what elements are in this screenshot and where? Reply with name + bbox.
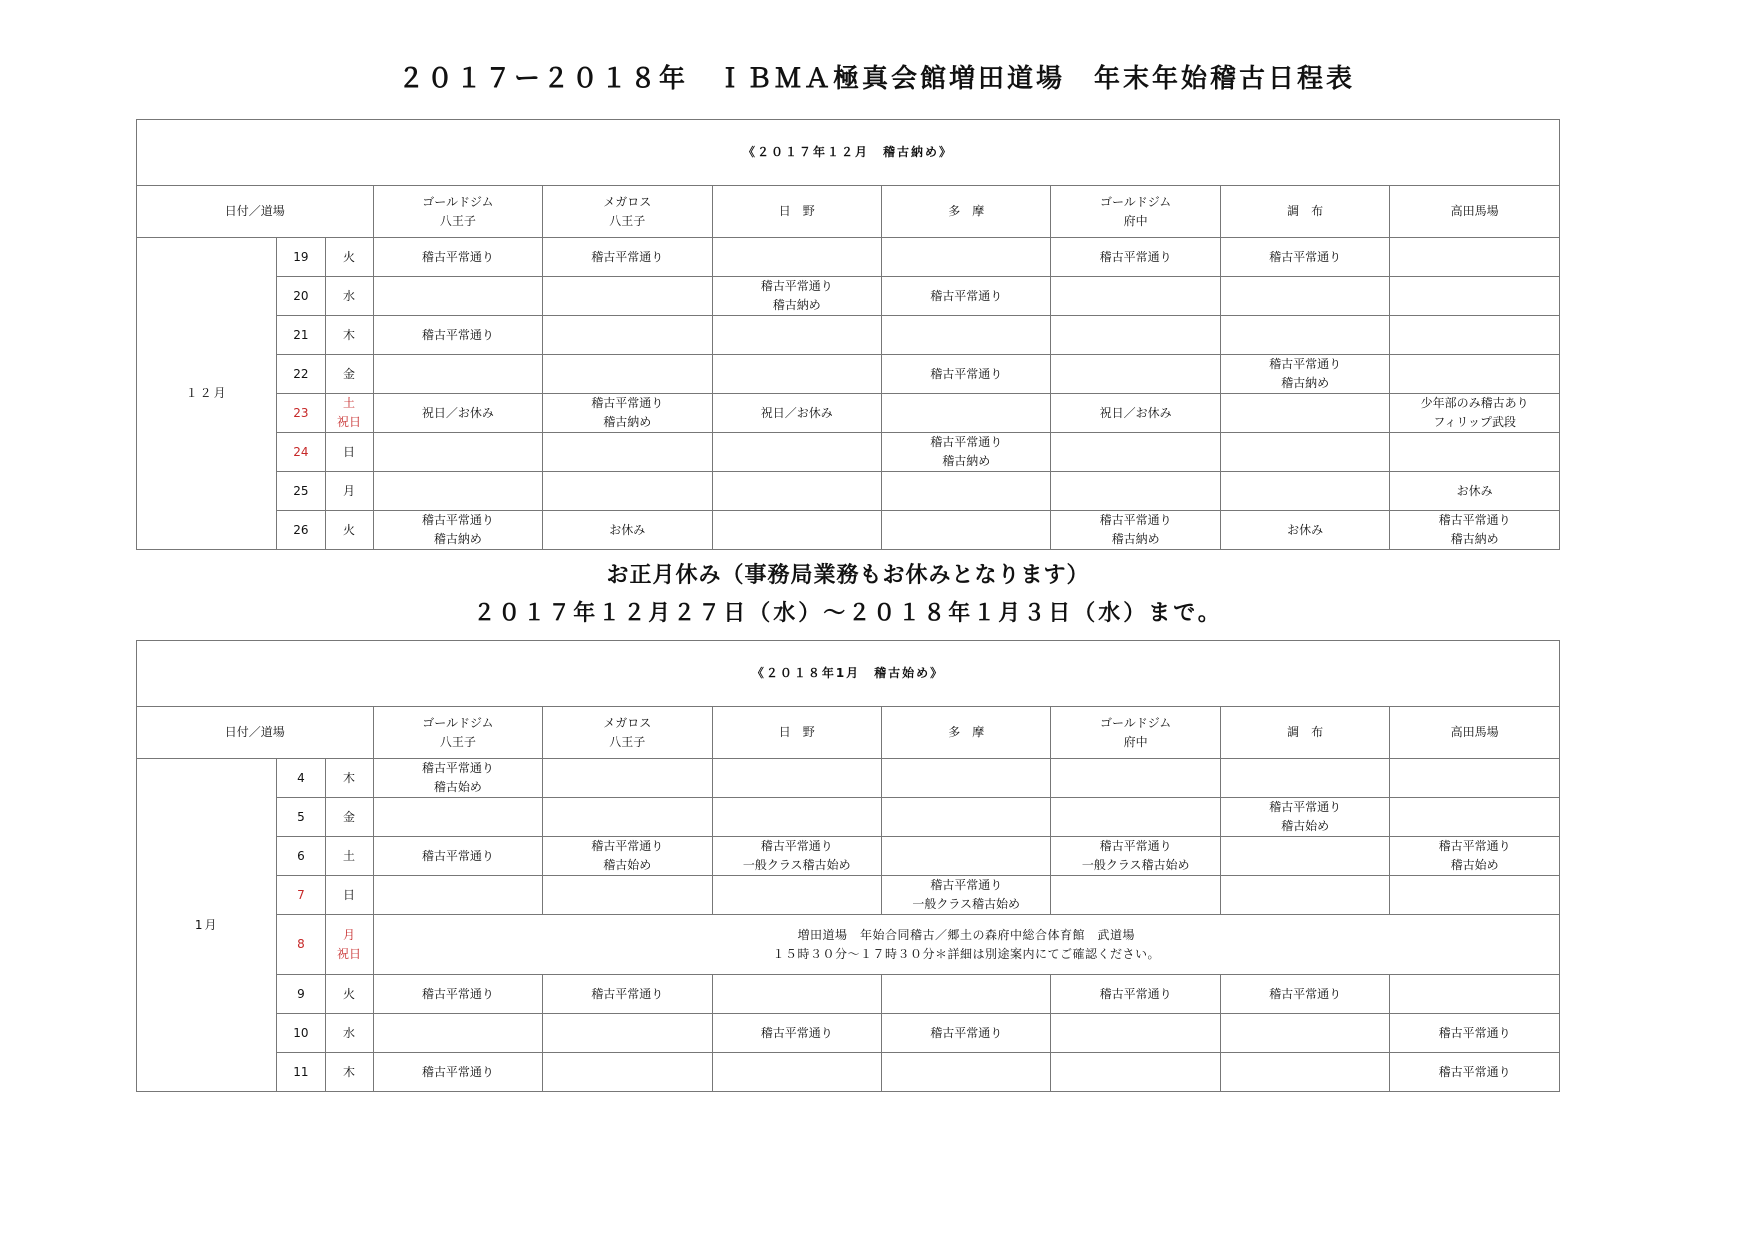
schedule-cell-line-1: お休み: [609, 522, 646, 537]
schedule-cell: [1051, 394, 1220, 433]
day-number: 11: [277, 1053, 325, 1092]
schedule-cell: [1051, 798, 1220, 837]
day-number: 22: [277, 355, 325, 394]
schedule-cell: [1390, 975, 1560, 1014]
weekday-label: 木: [343, 327, 356, 342]
weekday-label: 月: [343, 927, 356, 942]
schedule-cell: [1051, 277, 1220, 316]
schedule-cell: [373, 876, 542, 915]
schedule-cell: [373, 1053, 542, 1092]
schedule-cell-line-1: 稽古平常通り: [591, 986, 664, 1001]
schedule-row: [137, 759, 1560, 798]
day-number: 9: [277, 975, 325, 1014]
schedule-cell: [881, 759, 1050, 798]
joint-training-line-2: １５時３０分～１７時３０分＊詳細は別途案内にてご確認ください。: [772, 946, 1161, 961]
schedule-cell: [1390, 1053, 1560, 1092]
schedule-cell: [712, 316, 881, 355]
schedule-cell-line-1: 稽古平常通り: [1438, 1064, 1511, 1079]
schedule-cell-line-1: 稽古平常通り: [421, 1064, 494, 1079]
schedule-cell-line-1: 少年部のみ稽古あり: [1420, 396, 1529, 410]
date-dojo-header: 日付／道場: [137, 707, 374, 759]
schedule-cell: [881, 876, 1050, 915]
schedule-cell-line-2: 稽古納め: [433, 532, 482, 546]
schedule-cell: [1051, 759, 1220, 798]
schedule-cell-line-1: 稽古平常通り: [591, 249, 664, 264]
schedule-cell-line-1: 稽古平常通り: [421, 848, 494, 863]
section-heading: 《２０１８年1月 稽古始め》: [137, 641, 1560, 707]
schedule-row: [137, 1053, 1560, 1092]
schedule-cell-line-1: 稽古平常通り: [1438, 513, 1511, 527]
dojo-column-header: [1390, 707, 1560, 759]
schedule-cell-line-1: 稽古平常通り: [1099, 249, 1172, 264]
day-of-week: [325, 798, 373, 837]
day-of-week: [325, 837, 373, 876]
dojo-name: メガロス: [603, 194, 652, 209]
schedule-cell-line-1: 稽古平常通り: [1099, 513, 1172, 527]
weekday-label: 月: [343, 483, 356, 498]
schedule-cell: [543, 433, 712, 472]
schedule-cell: [1220, 472, 1389, 511]
schedule-cell: [543, 1053, 712, 1092]
weekday-label: 土: [343, 396, 356, 410]
schedule-row: [137, 316, 1560, 355]
schedule-cell: [881, 433, 1050, 472]
schedule-cell-line-2: 稽古納め: [603, 415, 652, 429]
schedule-cell: [1390, 798, 1560, 837]
day-number: 5: [277, 798, 325, 837]
schedule-cell-line-2: 一般クラス稽古始め: [912, 897, 1021, 911]
schedule-cell: [1220, 798, 1389, 837]
schedule-cell-line-2: 稽古始め: [603, 858, 652, 872]
schedule-row: [137, 1014, 1560, 1053]
schedule-cell: [1390, 837, 1560, 876]
schedule-cell: [1220, 1014, 1389, 1053]
dojo-name: ゴールドジム: [1100, 194, 1172, 209]
schedule-cell: [1220, 876, 1389, 915]
december-schedule-table: [136, 119, 1560, 550]
schedule-cell: [543, 759, 712, 798]
dojo-name: 高田馬場: [1450, 725, 1499, 739]
dojo-location: 八王子: [439, 213, 476, 228]
schedule-cell-line-2: 稽古始め: [1281, 819, 1330, 833]
joint-training-notice: [373, 915, 1559, 975]
holiday-label: 祝日: [337, 415, 362, 429]
day-of-week: [325, 433, 373, 472]
schedule-cell: [1051, 876, 1220, 915]
dojo-name: 高田馬場: [1450, 204, 1499, 218]
document-title: ２０１７ー２０１８年 ＩＢＭＡ極真会館増田道場 年末年始稽古日程表: [397, 64, 1355, 94]
dojo-name: ゴールドジム: [422, 194, 494, 209]
schedule-row: [137, 798, 1560, 837]
dojo-name: 多 摩: [948, 204, 985, 218]
dojo-location: 八王子: [439, 734, 476, 749]
schedule-cell: [373, 798, 542, 837]
schedule-cell: [881, 798, 1050, 837]
schedule-cell: [881, 472, 1050, 511]
schedule-cell: [1051, 316, 1220, 355]
dojo-name: メガロス: [603, 715, 652, 730]
dojo-location: 八王子: [609, 734, 646, 749]
day-number: 7: [277, 876, 325, 915]
weekday-label: 火: [343, 522, 356, 537]
schedule-cell: [373, 394, 542, 433]
schedule-cell: [1390, 759, 1560, 798]
schedule-cell: [1390, 876, 1560, 915]
schedule-cell-line-1: 稽古平常通り: [421, 327, 494, 342]
weekday-label: 水: [343, 288, 356, 303]
schedule-cell-line-1: 稽古平常通り: [1269, 986, 1342, 1001]
dojo-column-header: [1051, 707, 1220, 759]
schedule-cell: [373, 355, 542, 394]
dojo-name: ゴールドジム: [1100, 715, 1172, 730]
schedule-cell: [373, 975, 542, 1014]
schedule-cell: [1220, 511, 1389, 550]
dojo-column-header: [881, 707, 1050, 759]
schedule-cell: [712, 759, 881, 798]
schedule-cell: [712, 876, 881, 915]
schedule-cell-line-1: お休み: [1456, 483, 1493, 498]
new-year-holiday-notice: [136, 551, 1560, 639]
day-of-week: [325, 316, 373, 355]
schedule-cell: [1220, 316, 1389, 355]
day-of-week: [325, 355, 373, 394]
schedule-cell-line-1: 稽古平常通り: [591, 839, 664, 853]
schedule-cell: [712, 837, 881, 876]
schedule-row: [137, 975, 1560, 1014]
schedule-cell: [1390, 511, 1560, 550]
section-heading: 《２０１７年１２月 稽古納め》: [137, 120, 1560, 186]
dojo-column-header: [373, 186, 542, 238]
schedule-cell: [1220, 759, 1389, 798]
schedule-cell: [712, 472, 881, 511]
weekday-label: 日: [343, 887, 356, 902]
schedule-cell-line-2: 稽古納め: [772, 298, 821, 312]
schedule-cell: [1390, 1014, 1560, 1053]
schedule-cell-line-2: 稽古納め: [1281, 376, 1330, 390]
schedule-cell: [1220, 277, 1389, 316]
dojo-name: 日 野: [778, 204, 815, 218]
schedule-cell: [881, 277, 1050, 316]
schedule-cell: [712, 394, 881, 433]
dojo-column-header: [1220, 707, 1389, 759]
schedule-cell-line-1: 稽古平常通り: [930, 1025, 1003, 1040]
holiday-label: 祝日: [337, 946, 362, 961]
day-number: 26: [277, 511, 325, 550]
day-of-week: [325, 1014, 373, 1053]
dojo-location: 八王子: [609, 213, 646, 228]
day-of-week: [325, 511, 373, 550]
schedule-row: [137, 394, 1560, 433]
dojo-column-header: [881, 186, 1050, 238]
weekday-label: 水: [343, 1025, 356, 1040]
schedule-cell: [1220, 433, 1389, 472]
date-dojo-header: 日付／道場: [137, 186, 374, 238]
holiday-notice-line-1: お正月休み（事務局業務もお休みとなります）: [606, 563, 1090, 588]
schedule-cell-line-1: 稽古平常通り: [421, 513, 494, 527]
schedule-cell: [712, 1014, 881, 1053]
schedule-cell: [1390, 277, 1560, 316]
january-schedule-table: [136, 640, 1560, 1092]
dojo-name: 調 布: [1287, 725, 1324, 739]
schedule-cell-line-1: 稽古平常通り: [1099, 986, 1172, 1001]
dojo-location: 府中: [1123, 213, 1148, 228]
schedule-cell-line-2: フィリップ武段: [1433, 415, 1516, 429]
weekday-label: 火: [343, 249, 356, 264]
schedule-cell: [881, 1053, 1050, 1092]
schedule-cell: [373, 1014, 542, 1053]
day-number: 23: [277, 394, 325, 433]
weekday-label: 木: [343, 1064, 356, 1079]
schedule-cell-line-1: 祝日／お休み: [1099, 405, 1172, 420]
schedule-row: [137, 915, 1560, 975]
weekday-label: 金: [343, 366, 356, 381]
schedule-row: [137, 876, 1560, 915]
schedule-cell: [1051, 433, 1220, 472]
schedule-cell: [373, 238, 542, 277]
schedule-cell: [543, 511, 712, 550]
schedule-cell-line-1: 稽古平常通り: [1438, 1025, 1511, 1040]
schedule-cell-line-1: 稽古平常通り: [760, 839, 833, 853]
schedule-row: [137, 433, 1560, 472]
schedule-cell: [881, 1014, 1050, 1053]
schedule-cell: [543, 1014, 712, 1053]
schedule-cell-line-1: 稽古平常通り: [1438, 839, 1511, 853]
schedule-cell-line-1: お休み: [1287, 522, 1324, 537]
holiday-notice-line-2: ２０１７年１２月２７日（水）～２０１８年１月３日（水）まで。: [473, 601, 1223, 626]
schedule-cell: [373, 511, 542, 550]
schedule-cell: [881, 511, 1050, 550]
column-header-row: [137, 707, 1560, 759]
day-number: 10: [277, 1014, 325, 1053]
dojo-column-header: [1220, 186, 1389, 238]
day-number: 19: [277, 238, 325, 277]
schedule-cell: [373, 837, 542, 876]
schedule-row: [137, 511, 1560, 550]
day-number: 21: [277, 316, 325, 355]
schedule-row: [137, 472, 1560, 511]
schedule-cell: [1051, 1014, 1220, 1053]
dojo-name: 日 野: [778, 725, 815, 739]
schedule-cell-line-2: 稽古納め: [1111, 532, 1160, 546]
dojo-name: 調 布: [1287, 204, 1324, 218]
schedule-cell: [373, 759, 542, 798]
schedule-cell: [1220, 975, 1389, 1014]
schedule-cell-line-1: 稽古平常通り: [760, 1025, 833, 1040]
schedule-cell-line-1: 稽古平常通り: [930, 366, 1003, 381]
day-of-week: [325, 975, 373, 1014]
day-of-week: [325, 915, 373, 975]
weekday-label: 木: [343, 770, 356, 785]
schedule-cell: [1051, 837, 1220, 876]
schedule-cell: [1051, 355, 1220, 394]
schedule-cell: [881, 316, 1050, 355]
schedule-cell: [712, 433, 881, 472]
schedule-cell: [881, 394, 1050, 433]
schedule-cell: [373, 277, 542, 316]
schedule-cell: [1051, 238, 1220, 277]
schedule-cell: [1220, 837, 1389, 876]
schedule-cell: [543, 837, 712, 876]
schedule-cell: [543, 277, 712, 316]
schedule-cell-line-2: 一般クラス稽古始め: [1081, 858, 1190, 872]
schedule-cell: [543, 394, 712, 433]
day-of-week: [325, 1053, 373, 1092]
schedule-cell: [881, 355, 1050, 394]
day-number: 20: [277, 277, 325, 316]
weekday-label: 土: [343, 848, 356, 863]
schedule-cell: [1390, 472, 1560, 511]
weekday-label: 火: [343, 986, 356, 1001]
schedule-cell: [1220, 1053, 1389, 1092]
schedule-cell: [712, 277, 881, 316]
schedule-cell-line-1: 稽古平常通り: [1099, 839, 1172, 853]
schedule-cell-line-1: 稽古平常通り: [760, 279, 833, 293]
schedule-cell: [881, 238, 1050, 277]
dojo-column-header: [1390, 186, 1560, 238]
schedule-cell: [543, 975, 712, 1014]
day-of-week: [325, 876, 373, 915]
schedule-cell-line-1: 稽古平常通り: [421, 986, 494, 1001]
schedule-cell-line-2: 稽古納め: [942, 454, 991, 468]
schedule-cell-line-1: 稽古平常通り: [1269, 357, 1342, 371]
schedule-row: [137, 355, 1560, 394]
month-label: １２月: [137, 238, 277, 550]
column-header-row: [137, 186, 1560, 238]
dojo-location: 府中: [1123, 734, 1148, 749]
day-of-week: [325, 277, 373, 316]
schedule-cell-line-1: 祝日／お休み: [421, 405, 494, 420]
schedule-cell-line-1: 稽古平常通り: [591, 396, 664, 410]
day-number: 8: [277, 915, 325, 975]
schedule-cell: [712, 511, 881, 550]
schedule-cell-line-1: 稽古平常通り: [421, 249, 494, 264]
joint-training-line-1: 増田道場 年始合同稽古／郷土の森府中総合体育館 武道場: [797, 927, 1136, 942]
day-of-week: [325, 759, 373, 798]
schedule-cell: [1051, 511, 1220, 550]
schedule-cell: [543, 238, 712, 277]
schedule-cell: [1051, 472, 1220, 511]
schedule-cell-line-2: 稽古納め: [1450, 532, 1499, 546]
schedule-cell: [1220, 394, 1389, 433]
dojo-column-header: [373, 707, 542, 759]
schedule-row: [137, 277, 1560, 316]
dojo-column-header: [712, 707, 881, 759]
dojo-column-header: [543, 186, 712, 238]
schedule-cell: [1390, 433, 1560, 472]
schedule-cell: [373, 316, 542, 355]
schedule-cell: [1390, 316, 1560, 355]
schedule-cell: [543, 798, 712, 837]
schedule-cell: [543, 316, 712, 355]
dojo-column-header: [1051, 186, 1220, 238]
schedule-cell: [712, 975, 881, 1014]
dojo-name: ゴールドジム: [422, 715, 494, 730]
schedule-cell-line-2: 稽古始め: [433, 780, 482, 794]
day-of-week: [325, 472, 373, 511]
schedule-row: [137, 837, 1560, 876]
month-label: 1月: [137, 759, 277, 1092]
day-of-week: [325, 238, 373, 277]
schedule-cell: [543, 355, 712, 394]
weekday-label: 金: [343, 809, 356, 824]
day-number: 24: [277, 433, 325, 472]
schedule-cell: [712, 1053, 881, 1092]
schedule-cell-line-1: 稽古平常通り: [421, 761, 494, 775]
schedule-cell: [543, 876, 712, 915]
schedule-cell-line-1: 稽古平常通り: [1269, 800, 1342, 814]
schedule-cell: [712, 355, 881, 394]
schedule-cell: [1051, 975, 1220, 1014]
schedule-cell: [1390, 355, 1560, 394]
weekday-label: 日: [343, 444, 356, 459]
schedule-cell: [373, 433, 542, 472]
dojo-name: 多 摩: [948, 725, 985, 739]
schedule-cell-line-1: 稽古平常通り: [930, 878, 1003, 892]
schedule-cell: [712, 798, 881, 837]
schedule-cell-line-2: 一般クラス稽古始め: [742, 858, 851, 872]
schedule-cell: [881, 837, 1050, 876]
schedule-cell-line-1: 稽古平常通り: [930, 435, 1003, 449]
schedule-cell: [1390, 238, 1560, 277]
schedule-cell: [1220, 355, 1389, 394]
day-number: 6: [277, 837, 325, 876]
dojo-column-header: [543, 707, 712, 759]
schedule-cell: [881, 975, 1050, 1014]
schedule-cell: [712, 238, 881, 277]
schedule-cell: [1390, 394, 1560, 433]
schedule-cell-line-1: 祝日／お休み: [760, 405, 833, 420]
schedule-cell: [373, 472, 542, 511]
schedule-cell: [543, 472, 712, 511]
schedule-cell-line-2: 稽古始め: [1450, 858, 1499, 872]
section-heading-row: [137, 120, 1560, 186]
dojo-column-header: [712, 186, 881, 238]
schedule-cell-line-1: 稽古平常通り: [930, 288, 1003, 303]
section-heading-row: [137, 641, 1560, 707]
day-number: 4: [277, 759, 325, 798]
schedule-cell: [1220, 238, 1389, 277]
day-of-week: [325, 394, 373, 433]
day-number: 25: [277, 472, 325, 511]
schedule-cell-line-1: 稽古平常通り: [1269, 249, 1342, 264]
schedule-cell: [1051, 1053, 1220, 1092]
schedule-row: [137, 238, 1560, 277]
